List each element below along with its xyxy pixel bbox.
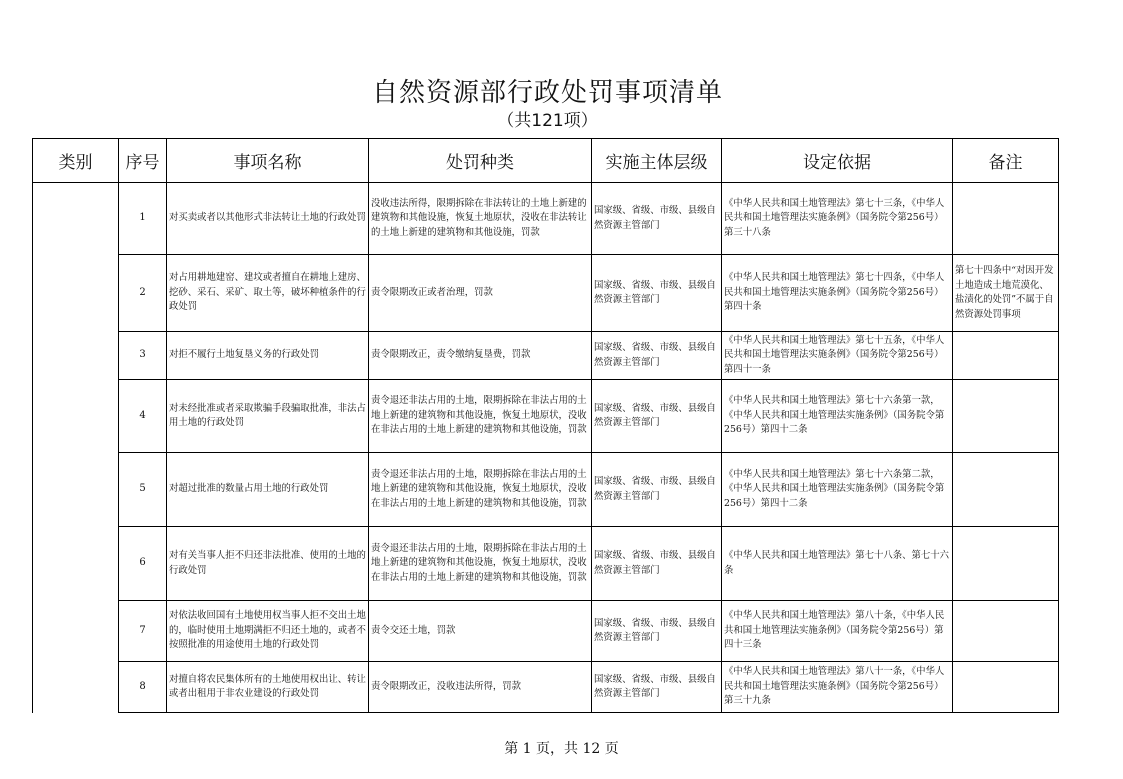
penalty-cell: 责令交还土地，罚款 (369, 601, 592, 662)
table-row (33, 601, 1059, 662)
basis-cell: 《中华人民共和国土地管理法》第七十五条，《中华人民共和国土地管理法实施条例》（国务院令第256号）第四十一条 (722, 332, 953, 380)
note-cell (953, 527, 1059, 601)
basis-cell: 《中华人民共和国土地管理法》第七十四条，《中华人民共和国土地管理法实施条例》（国务院令第256号）第四十条 (722, 255, 953, 332)
table-row (33, 662, 1059, 713)
table-row (33, 453, 1059, 527)
penalty-cell: 责令退还非法占用的土地，限期拆除在非法占用的土地上新建的建筑物和其他设施，恢复土地原状，没收在非法占用的土地上新建的建筑物和其他设施，罚款 (369, 527, 592, 601)
item-name-cell: 对买卖或者以其他形式非法转让土地的行政处罚 (167, 183, 369, 255)
seq-cell: 5 (119, 453, 167, 527)
seq-cell: 2 (119, 255, 167, 332)
penalty-cell: 没收违法所得，限期拆除在非法转让的土地上新建的建筑物和其他设施，恢复土地原状，没收在非法转让的土地上新建的建筑物和其他设施，罚款 (369, 183, 592, 255)
item-name-cell: 对有关当事人拒不归还非法批准、使用的土地的行政处罚 (167, 527, 369, 601)
document-subtitle: （共121项） (497, 111, 598, 131)
level-cell: 国家级、省级、市级、县级自然资源主管部门 (592, 255, 722, 332)
header-authority-level: 实施主体层级 (592, 139, 722, 183)
note-cell (953, 183, 1059, 255)
note-cell (953, 601, 1059, 662)
header-seq: 序号 (119, 139, 167, 183)
seq-cell: 1 (119, 183, 167, 255)
penalty-cell: 责令限期改正或者治理，罚款 (369, 255, 592, 332)
basis-cell: 《中华人民共和国土地管理法》第七十六条第一款，《中华人民共和国土地管理法实施条例》（国务院令第256号）第四十二条 (722, 380, 953, 453)
item-name-cell: 对占用耕地建窑、建坟或者擅自在耕地上建房、挖砂、采石、采矿、取土等，破坏种植条件的行政处罚 (167, 255, 369, 332)
penalty-cell: 责令限期改正，没收违法所得，罚款 (369, 662, 592, 713)
note-cell (953, 453, 1059, 527)
table-row (33, 255, 1059, 332)
level-cell: 国家级、省级、市级、县级自然资源主管部门 (592, 183, 722, 255)
seq-cell: 4 (119, 380, 167, 453)
note-cell (953, 332, 1059, 380)
seq-cell: 6 (119, 527, 167, 601)
item-name-cell: 对依法收回国有土地使用权当事人拒不交出土地的，临时使用土地期满拒不归还土地的，或者不按照批准的用途使用土地的行政处罚 (167, 601, 369, 662)
basis-cell: 《中华人民共和国土地管理法》第七十三条，《中华人民共和国土地管理法实施条例》（国务院令第256号）第三十八条 (722, 183, 953, 255)
item-name-cell: 对超过批准的数量占用土地的行政处罚 (167, 453, 369, 527)
table-row (33, 332, 1059, 380)
basis-cell: 《中华人民共和国土地管理法》第八十条，《中华人民共和国土地管理法实施条例》（国务院令第256号）第四十三条 (722, 601, 953, 662)
header-category: 类别 (33, 139, 119, 183)
level-cell: 国家级、省级、市级、县级自然资源主管部门 (592, 662, 722, 713)
penalty-cell: 责令退还非法占用的土地，限期拆除在非法占用的土地上新建的建筑物和其他设施，恢复土地原状，没收在非法占用的土地上新建的建筑物和其他设施，罚款 (369, 380, 592, 453)
seq-cell: 7 (119, 601, 167, 662)
penalty-cell: 责令退还非法占用的土地，限期拆除在非法占用的土地上新建的建筑物和其他设施，恢复土地原状，没收在非法占用的土地上新建的建筑物和其他设施，罚款 (369, 453, 592, 527)
level-cell: 国家级、省级、市级、县级自然资源主管部门 (592, 601, 722, 662)
page-number: 第 1 页，共 12 页 (504, 741, 619, 757)
level-cell: 国家级、省级、市级、县级自然资源主管部门 (592, 380, 722, 453)
seq-cell: 8 (119, 662, 167, 713)
table-row (33, 527, 1059, 601)
penalty-items-table (32, 138, 1059, 713)
level-cell: 国家级、省级、市级、县级自然资源主管部门 (592, 453, 722, 527)
table-header-row (33, 139, 1059, 183)
table-row (33, 183, 1059, 255)
header-note: 备注 (953, 139, 1059, 183)
basis-cell: 《中华人民共和国土地管理法》第七十六条第二款，《中华人民共和国土地管理法实施条例》（国务院令第256号）第四十二条 (722, 453, 953, 527)
header-item-name: 事项名称 (167, 139, 369, 183)
document-title: 自然资源部行政处罚事项清单 (371, 78, 723, 108)
header-legal-basis: 设定依据 (722, 139, 953, 183)
note-cell: 第七十四条中“对因开发土地造成土地荒漠化、盐渍化的处罚”不属于自然资源处罚事项 (953, 255, 1059, 332)
note-cell (953, 662, 1059, 713)
level-cell: 国家级、省级、市级、县级自然资源主管部门 (592, 332, 722, 380)
table-row (33, 380, 1059, 453)
level-cell: 国家级、省级、市级、县级自然资源主管部门 (592, 527, 722, 601)
item-name-cell: 对擅自将农民集体所有的土地使用权出让、转让或者出租用于非农业建设的行政处罚 (167, 662, 369, 713)
item-name-cell: 对未经批准或者采取欺骗手段骗取批准，非法占用土地的行政处罚 (167, 380, 369, 453)
basis-cell: 《中华人民共和国土地管理法》第七十八条、第七十六条 (722, 527, 953, 601)
note-cell (953, 380, 1059, 453)
seq-cell: 3 (119, 332, 167, 380)
basis-cell: 《中华人民共和国土地管理法》第八十一条，《中华人民共和国土地管理法实施条例》（国务院令第256号）第三十九条 (722, 662, 953, 713)
penalty-cell: 责令限期改正，责令缴纳复垦费，罚款 (369, 332, 592, 380)
category-cell (33, 183, 119, 713)
item-name-cell: 对拒不履行土地复垦义务的行政处罚 (167, 332, 369, 380)
header-penalty-type: 处罚种类 (369, 139, 592, 183)
